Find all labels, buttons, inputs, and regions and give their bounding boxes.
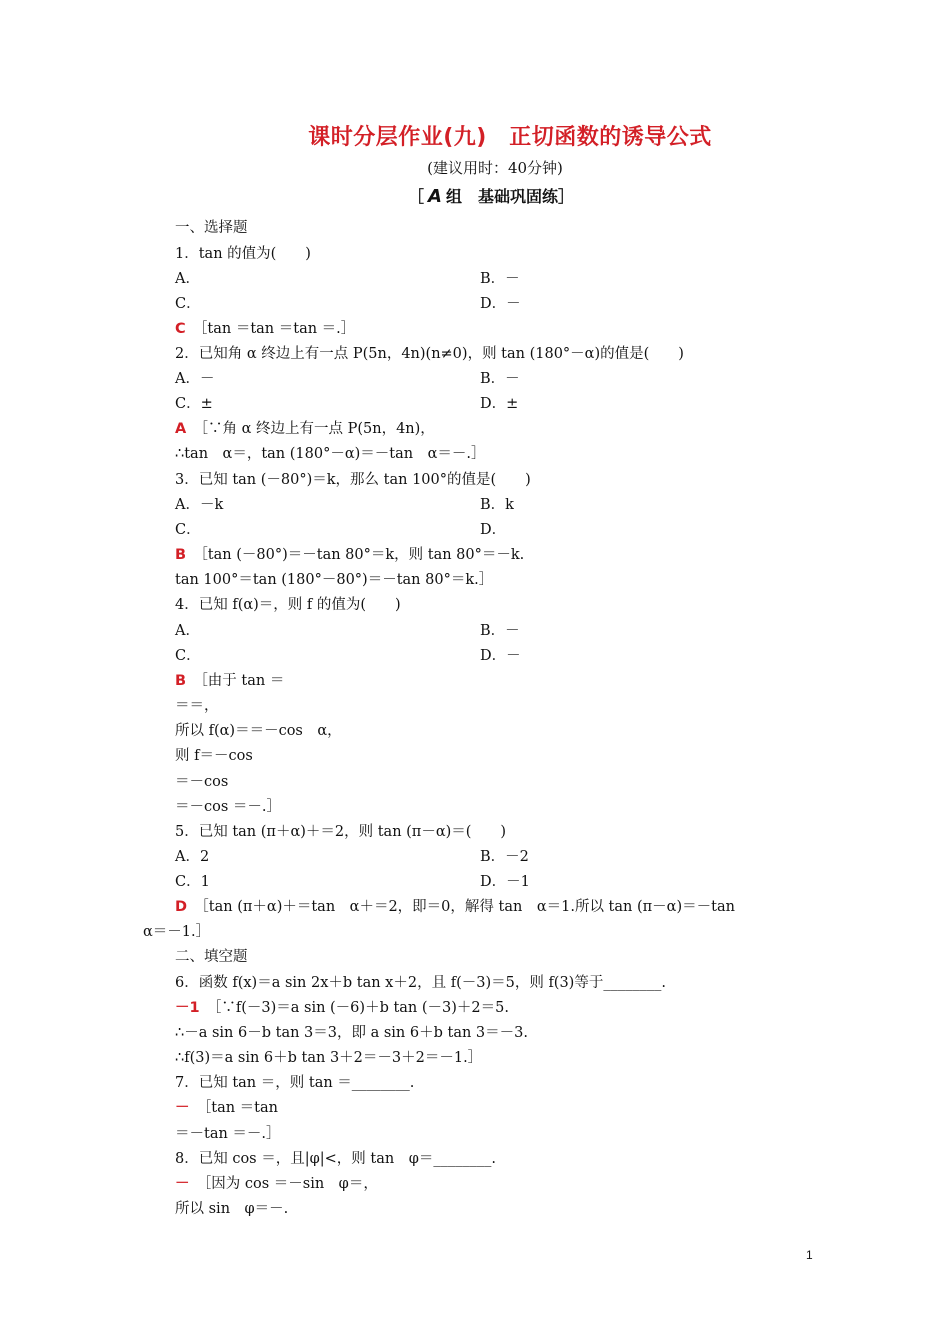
line-text: ［tan ＝tan [204, 1100, 278, 1116]
answer-line [175, 898, 735, 916]
text-line [175, 596, 401, 614]
text-line [175, 1125, 281, 1143]
line-text: B．－ [480, 271, 520, 287]
text-line [175, 1200, 288, 1218]
text-line [480, 521, 506, 539]
line-text: B．－2 [480, 849, 529, 865]
answer-line [175, 672, 284, 690]
line-text: ＝－tan ＝－.］ [175, 1126, 281, 1142]
line-text: D．－1 [480, 874, 530, 890]
text-line [175, 848, 209, 866]
text-line [175, 622, 200, 640]
line-text: ［∵角 α 终边上有一点 P(5n，4n)， [200, 421, 435, 437]
line-text: A． [175, 271, 200, 287]
line-text: 5．已知 tan (π＋α)＋＝2，则 tan (π－α)＝( ) [175, 824, 507, 840]
line-text: 3．已知 tan (－80°)＝k，那么 tan 100°的值是( ) [175, 472, 531, 488]
text-line [480, 295, 521, 313]
line-text: ∴tan α＝，tan (180°－α)＝－tan α＝－.］ [175, 446, 486, 462]
bracket-close: ］ [557, 187, 574, 206]
answer-key: B [175, 547, 187, 563]
text-line [175, 1024, 528, 1042]
line-text: 所以 sin φ＝－. [175, 1201, 289, 1217]
answer-line [175, 1175, 378, 1193]
text-line [175, 974, 666, 992]
line-text: A． [175, 623, 200, 639]
text-line [175, 823, 506, 841]
text-line [175, 370, 214, 388]
text-line [480, 270, 520, 288]
answer-line [175, 999, 509, 1017]
line-text: ∴f(3)＝a sin 6＋b tan 3＋2＝－3＋2＝－1.］ [175, 1050, 483, 1066]
text-line [175, 345, 684, 363]
text-line [175, 697, 219, 715]
text-line [175, 722, 342, 740]
line-text: 一、选择题 [175, 220, 248, 236]
page-number: 1 [806, 1248, 813, 1262]
suggested-time: (建议用时：40分钟) [427, 159, 563, 177]
text-line [480, 647, 521, 665]
line-text: D．－ [480, 648, 521, 664]
line-text: ［tan ＝tan ＝tan ＝.］ [200, 321, 356, 337]
line-text: α＝－1.］ [143, 924, 211, 940]
text-line [480, 873, 530, 891]
answer-line [175, 420, 435, 438]
line-text: 2．已知角 α 终边上有一点 P(5n，4n)(n≠0)，则 tan (180°－α)的值是( ) [175, 346, 684, 362]
answer-key: B [175, 673, 187, 689]
answer-key: A [175, 421, 187, 437]
text-line [480, 395, 518, 413]
line-text: 二、填空题 [175, 949, 248, 965]
text-line [175, 219, 248, 237]
line-text: B．k [480, 497, 514, 513]
text-line [175, 496, 223, 514]
text-line [175, 948, 248, 966]
line-text: D．± [480, 396, 519, 412]
line-text: tan 100°＝tan (180°－80°)＝－tan 80°＝k.］ [175, 572, 494, 588]
line-text: ［由于 tan ＝ [200, 673, 285, 689]
line-text: A．－k [175, 497, 224, 513]
line-text: C．1 [175, 874, 210, 890]
line-text: C．± [175, 396, 213, 412]
answer-line [175, 320, 355, 338]
line-text: C． [175, 296, 201, 312]
text-line [175, 295, 201, 313]
line-text: ［tan (π＋α)＋＝tan α＋＝2，即＝0，解得 tan α＝1.所以 tan (π－α)＝－tan [201, 899, 735, 915]
group-badge: A [428, 186, 442, 207]
text-line [175, 647, 201, 665]
line-text: C． [175, 522, 201, 538]
line-text: 则 f＝－cos [175, 748, 253, 764]
page-title: 课时分层作业(九) 正切函数的诱导公式 [308, 125, 712, 150]
line-text: C． [175, 648, 201, 664]
text-line [175, 445, 486, 463]
answer-key: －1 [175, 1000, 200, 1016]
answer-key: C [175, 321, 186, 337]
text-line [175, 873, 210, 891]
answer-key: D [175, 899, 188, 915]
answer-key: － [175, 1100, 190, 1116]
text-line [175, 1150, 496, 1168]
line-text: 所以 f(α)＝＝－cos α， [175, 723, 342, 739]
text-line [480, 370, 520, 388]
line-text: 6．函数 f(x)＝a sin 2x＋b tan x＋2，且 f(－3)＝5，则 f(3)等于________. [175, 975, 666, 991]
line-text: 7．已知 tan ＝，则 tan ＝________. [175, 1075, 415, 1091]
answer-line [175, 546, 524, 564]
text-line [480, 848, 529, 866]
line-text: B．－ [480, 371, 520, 387]
line-text: ［∵f(－3)＝a sin (－6)＋b tan (－3)＋2＝5. [214, 1000, 509, 1016]
line-text: D．－ [480, 296, 521, 312]
line-text: ＝＝， [175, 698, 219, 714]
text-line [175, 245, 311, 263]
text-line [480, 496, 514, 514]
line-text: ∴－a sin 6－b tan 3＝3，即 a sin 6＋b tan 3＝－3. [175, 1025, 528, 1041]
group-label: 组 基础巩固练 [445, 187, 558, 206]
line-text: 1．tan 的值为( ) [175, 246, 311, 262]
answer-line [175, 1099, 278, 1117]
line-text: 4．已知 f(α)＝，则 f 的值为( ) [175, 597, 401, 613]
text-line [143, 923, 210, 941]
line-text: B．－ [480, 623, 520, 639]
text-line [175, 270, 200, 288]
text-line [175, 798, 281, 816]
line-text: ［因为 cos ＝－sin φ＝， [204, 1176, 378, 1192]
line-text: D． [480, 522, 507, 538]
group-heading [408, 184, 574, 207]
answer-key: － [175, 1176, 190, 1192]
text-line [175, 471, 531, 489]
text-line [175, 395, 213, 413]
line-text: ＝－cos ＝－.］ [175, 799, 282, 815]
text-line [175, 1074, 414, 1092]
text-line [175, 747, 253, 765]
line-text: A．－ [175, 371, 215, 387]
text-line [175, 571, 493, 589]
line-text: 8．已知 cos ＝，且|φ|<，则 tan φ＝________. [175, 1151, 496, 1167]
line-text: ［tan (－80°)＝－tan 80°＝k，则 tan 80°＝－k. [200, 547, 525, 563]
text-line [480, 622, 520, 640]
line-text: ＝－cos [175, 774, 229, 790]
text-line [175, 773, 228, 791]
bracket-open: ［ [408, 187, 425, 206]
text-line [175, 1049, 482, 1067]
text-line [175, 521, 201, 539]
line-text: A．2 [175, 849, 210, 865]
